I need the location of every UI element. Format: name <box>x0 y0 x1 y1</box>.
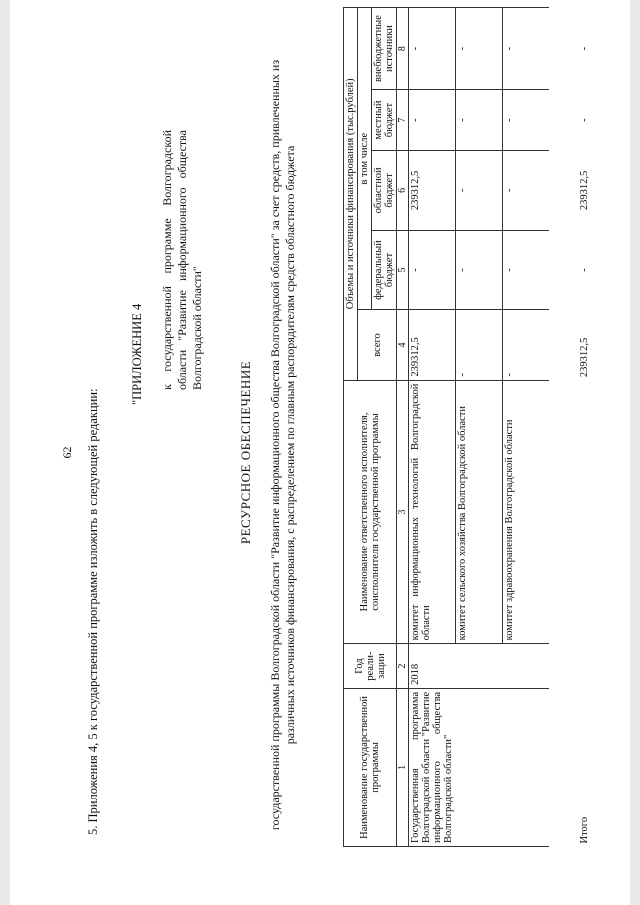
header-program-name: Наименование государственной программы <box>344 688 397 846</box>
program-name-cell: Государственная программа Волгоградской области "Развитие информационного общества Волгоградской области" <box>409 688 550 846</box>
regional-cell: 239312,5 <box>409 151 456 231</box>
local-cell: - <box>456 90 503 151</box>
appendix-title: "ПРИЛОЖЕНИЕ 4 <box>130 303 144 405</box>
appendix-description: к государственной программе Волгоградской области "Развитие информационного общества Волгоградской области" <box>160 130 204 390</box>
resource-table <box>343 7 591 847</box>
total-cell: 239312,5 <box>409 310 456 380</box>
header-volumes: Объемы и источники финансирования (тыс.рублей) <box>344 8 358 381</box>
rotated-landscape-page <box>10 0 630 905</box>
federal-cell: - <box>456 230 503 310</box>
local-cell: - <box>409 90 456 151</box>
extra-cell: - <box>409 8 456 90</box>
document-subheading: государственной программы Волгоградской области "Развитие информационного общества Волгоградской области" за счет средств, привлеченных из различных источников финансирования, с распределением по главным распорядителям средств областного бюджета <box>268 59 297 831</box>
header-executor: Наименование ответственного исполнителя, соисполнителя государственной программы <box>344 380 397 644</box>
federal-cell: - <box>409 230 456 310</box>
column-number: 3 <box>397 380 409 644</box>
document-page <box>10 0 630 905</box>
executor-cell: комитет информационных технологий Волгоградской области <box>409 380 456 644</box>
header-year: Год реали-зации <box>344 644 397 689</box>
totals-total: 239312,5 <box>579 337 590 378</box>
page-number: 62 <box>60 446 74 459</box>
document-heading: РЕСУРСНОЕ ОБЕСПЕЧЕНИЕ <box>238 360 253 545</box>
totals-local: - <box>579 118 590 122</box>
column-number: 4 <box>397 310 409 380</box>
totals-row <box>549 8 591 847</box>
column-number: 1 <box>397 688 409 846</box>
empty-cell <box>549 644 591 689</box>
totals-label: Итого <box>579 816 590 844</box>
column-number: 8 <box>397 8 409 90</box>
column-number: 7 <box>397 90 409 151</box>
executor-cell: комитет сельского хозяйства Волгоградской области <box>456 380 503 644</box>
extra-cell: - <box>503 8 550 90</box>
column-number: 6 <box>397 151 409 231</box>
column-number: 5 <box>397 230 409 310</box>
total-cell: - <box>503 310 550 380</box>
table-row <box>409 8 456 847</box>
program-year-cell: 2018 <box>409 644 550 689</box>
header-local: местный бюджет <box>372 90 397 151</box>
intro-paragraph: 5. Приложения 4, 5 к государственной программе изложить в следующей редакции: <box>86 388 100 835</box>
column-number-row <box>397 8 409 847</box>
totals-federal: - <box>579 268 590 272</box>
column-number: 2 <box>397 644 409 689</box>
empty-cell <box>549 380 591 644</box>
header-total: всего <box>358 310 397 380</box>
header-federal: федеральный бюджет <box>372 230 397 310</box>
federal-cell: - <box>503 230 550 310</box>
header-including: в том числе <box>358 8 372 310</box>
header-extra: внебюджетные источники <box>372 8 397 90</box>
header-row-1 <box>344 8 358 847</box>
regional-cell: - <box>503 151 550 231</box>
totals-extra: - <box>579 46 590 51</box>
header-regional: областной бюджет <box>372 151 397 231</box>
totals-regional: 239312,5 <box>579 170 590 211</box>
regional-cell: - <box>456 151 503 231</box>
total-cell: - <box>456 310 503 380</box>
extra-cell: - <box>456 8 503 90</box>
local-cell: - <box>503 90 550 151</box>
executor-cell: комитет здравоохранения Волгоградской области <box>503 380 550 644</box>
